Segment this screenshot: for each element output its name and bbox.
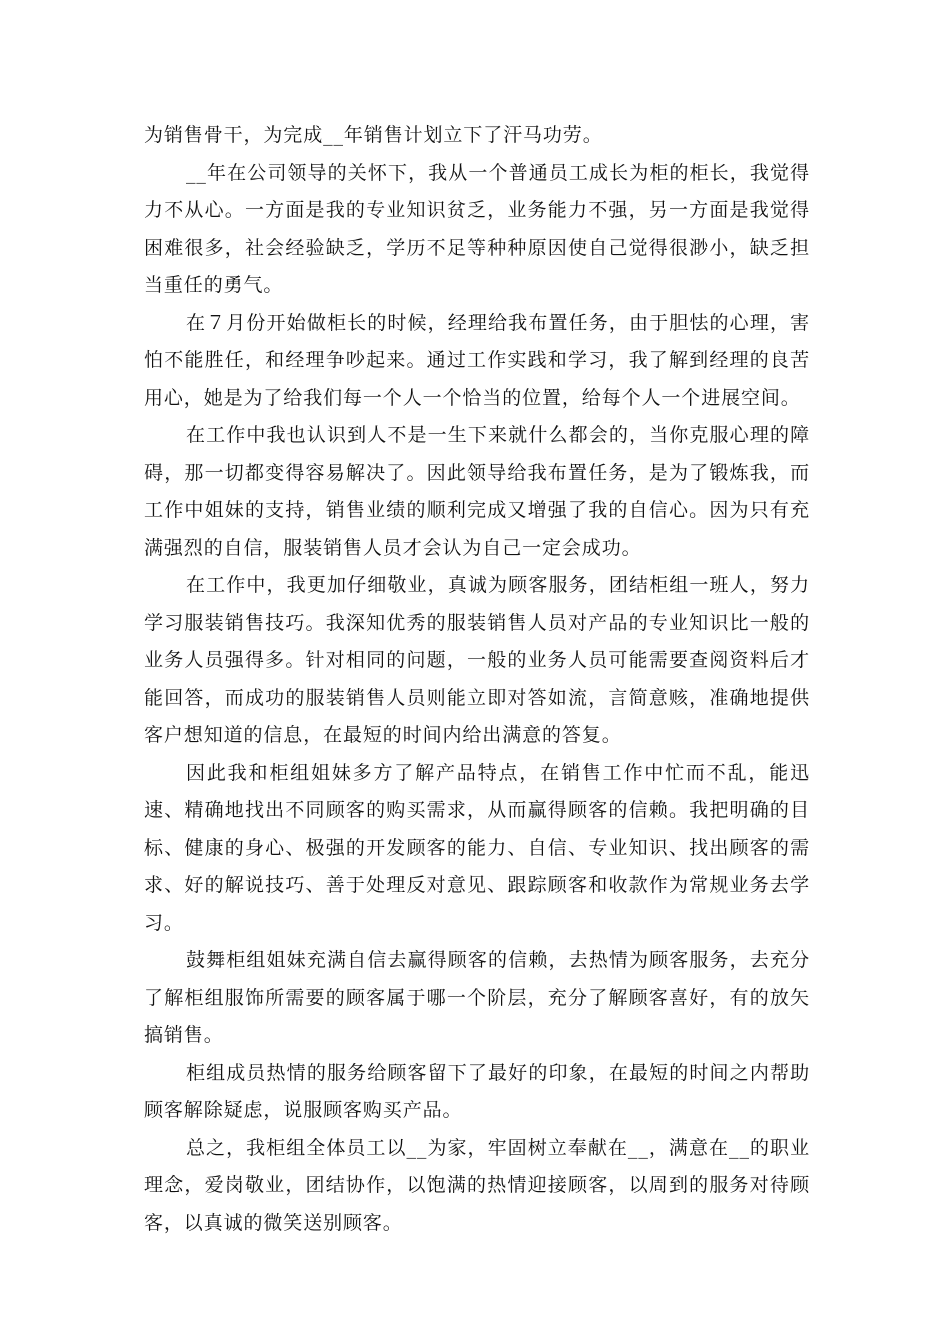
paragraph: __年在公司领导的关怀下，我从一个普通员工成长为柜的柜长，我觉得力不从心。一方面是我的专业知识贫乏，业务能力不强，另一方面是我觉得困难很多，社会经验缺乏，学历不足等种种原因使自己觉得很渺小，缺乏担当重任的勇气。: [144, 161, 810, 296]
paragraph: 在７月份开始做柜长的时候，经理给我布置任务，由于胆怯的心理，害怕不能胜任，和经理争吵起来。通过工作实践和学习，我了解到经理的良苦用心，她是为了给我们每一个人一个恰当的位置，给每个人一个进展空间。: [144, 311, 810, 409]
paragraph: 鼓舞柜组姐妹充满自信去赢得顾客的信赖，去热情为顾客服务，去充分了解柜组服饰所需要的顾客属于哪一个阶层，充分了解顾客喜好，有的放矢搞销售。: [144, 949, 810, 1046]
paragraph: 总之，我柜组全体员工以__为家，牢固树立奉献在__，满意在__的职业理念，爱岗敬业，团结协作，以饱满的热情迎接顾客，以周到的服务对待顾客，以真诚的微笑送别顾客。: [144, 1136, 810, 1234]
paragraph-continuation: 为销售骨干，为完成__年销售计划立下了汗马功劳。: [144, 124, 603, 146]
paragraph: 在工作中我也认识到人不是一生下来就什么都会的，当你克服心理的障碍，那一切都变得容易解决了。因此领导给我布置任务，是为了锻炼我，而工作中姐妹的支持，销售业绩的顺利完成又增强了我的自信心。因为只有充满强烈的自信，服装销售人员才会认为自己一定会成功。: [144, 424, 810, 559]
paragraph: 因此我和柜组姐妹多方了解产品特点，在销售工作中忙而不乱，能迅速、精确地找出不同顾客的购买需求，从而赢得顾客的信赖。我把明确的目标、健康的身心、极强的开发顾客的能力、自信、专业知识、找出顾客的需求、好的解说技巧、善于处理反对意见、跟踪顾客和收款作为常规业务去学习。: [144, 761, 810, 934]
paragraph: 在工作中，我更加仔细敬业，真诚为顾客服务，团结柜组一班人，努力学习服装销售技巧。我深知优秀的服装销售人员对产品的专业知识比一般的业务人员强得多。针对相同的问题，一般的业务人员可能需要查阅资料后才能回答，而成功的服装销售人员则能立即对答如流，言简意赅，准确地提供客户想知道的信息，在最短的时间内给出满意的答复。: [144, 574, 810, 746]
paragraph: 柜组成员热情的服务给顾客留下了最好的印象，在最短的时间之内帮助顾客解除疑虑，说服顾客购买产品。: [144, 1061, 810, 1121]
document-body: [144, 117, 810, 1242]
